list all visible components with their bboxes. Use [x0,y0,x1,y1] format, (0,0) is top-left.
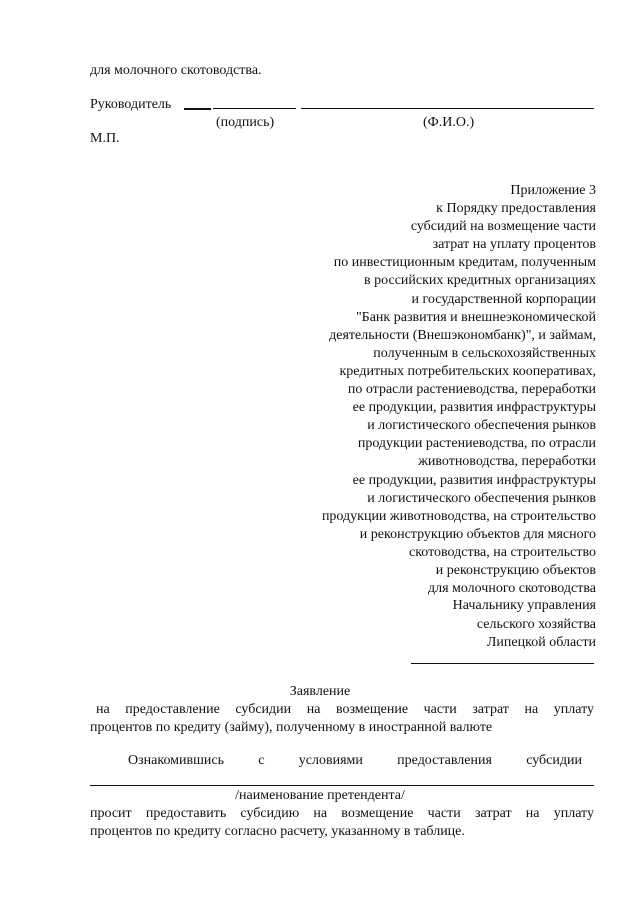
appendix-line: по инвестиционным кредитам, полученным [333,255,596,271]
appendix-line: деятельности (Внешэкономбанк)", и займам, [329,327,596,343]
signature-caption: (подпись) [216,115,275,130]
addressee-line: Липецкой области [486,635,596,650]
appendix-header [276,182,596,598]
appendix-line: продукции животноводства, на строительство [321,508,596,524]
application-subtitle-line1: на предоставление субсидии на возмещение части затрат на уплату [96,702,594,717]
appendix-line: Приложение 3 [510,183,596,198]
appendix-line: в российских кредитных организациях [364,273,596,289]
appendix-line: и государственной корпорации [411,291,596,307]
appendix-line: ее продукции, развития инфраструктуры [352,472,596,488]
addressee-line: сельского хозяйства [476,616,596,632]
appendix-line: и логистического обеспечения рынков [367,418,596,434]
request-line2: процентов по кредиту согласно расчету, указанному в таблице. [90,824,465,839]
appendix-line: субсидий на возмещение части [410,219,596,235]
request-line1: просит предоставить субсидию на возмещение части затрат на уплату [90,806,594,821]
signature-line [213,108,296,109]
addressee-block [336,597,596,653]
appendix-line: ее продукции, развития инфраструктуры [352,400,596,416]
addressee-blank-line [411,663,594,664]
stamp-label: М.П. [90,131,120,146]
appendix-line: и логистического обеспечения рынков [367,490,596,506]
appendix-line: и реконструкцию объектов для мясного [359,526,596,542]
appendix-line: животноводства, переработки [418,454,596,470]
head-label: Руководитель [90,97,172,112]
appendix-line: по отрасли растениеводства, переработки [347,382,596,398]
appendix-line: для молочного скотоводства [427,581,596,597]
top-line: для молочного скотоводства. [90,63,262,78]
signature-line-bold [184,108,211,110]
addressee-line: Начальнику управления [452,598,596,613]
applicant-caption: /наименование претендента/ [235,788,405,803]
appendix-line: затрат на уплату процентов [432,237,596,253]
intro-line: Ознакомившись с условиями предоставления субсидии [128,753,582,768]
appendix-line: полученным в сельскохозяйственных [373,345,596,361]
applicant-name-line [90,785,594,786]
appendix-line: продукции растениеводства, по отрасли [357,436,596,452]
application-title: Заявление [289,684,351,699]
name-line [301,108,594,109]
appendix-line: и реконструкцию объектов [435,562,596,578]
name-caption: (Ф.И.О.) [423,115,475,130]
appendix-line: скотоводства, на строительство [408,544,596,560]
appendix-line: кредитных потребительских кооперативах, [339,363,596,379]
application-subtitle-line2: процентов по кредиту (займу), полученному в иностранной валюте [90,720,493,735]
appendix-line: к Порядку предоставления [436,201,596,217]
appendix-line: "Банк развития и внешнеэкономической [355,309,596,325]
